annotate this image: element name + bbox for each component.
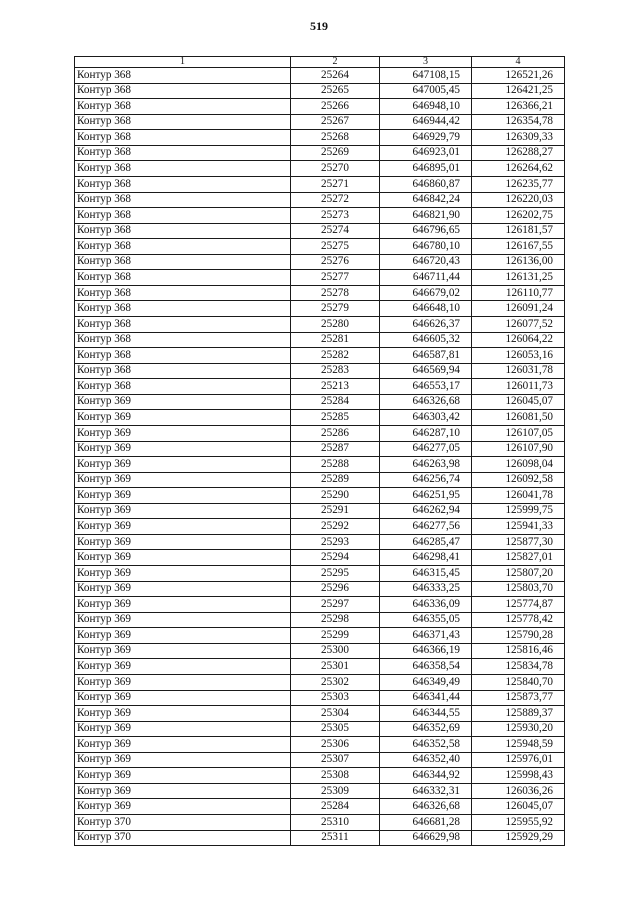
point-number-cell: 25311 (291, 830, 380, 846)
point-number-cell: 25293 (291, 534, 380, 550)
x-coordinate-cell: 646326,68 (380, 394, 472, 410)
table-row (75, 114, 565, 130)
contour-name-cell: Контур 368 (75, 145, 291, 161)
point-number-cell: 25273 (291, 208, 380, 224)
contour-name-cell: Контур 369 (75, 550, 291, 566)
header-col-3: 3 (380, 57, 472, 68)
point-number-cell: 25283 (291, 363, 380, 379)
point-number-cell: 25299 (291, 628, 380, 644)
point-number-cell: 25278 (291, 285, 380, 301)
contour-name-cell: Контур 370 (75, 830, 291, 846)
point-number-cell: 25294 (291, 550, 380, 566)
table-row (75, 410, 565, 426)
header-row (75, 57, 565, 68)
x-coordinate-cell: 646923,01 (380, 145, 472, 161)
table-row (75, 270, 565, 286)
y-coordinate-cell: 125889,37 (472, 706, 565, 722)
x-coordinate-cell: 646948,10 (380, 99, 472, 115)
header-col-1: 1 (75, 57, 291, 68)
point-number-cell: 25265 (291, 83, 380, 99)
x-coordinate-cell: 646821,90 (380, 208, 472, 224)
point-number-cell: 25268 (291, 130, 380, 146)
table-row (75, 68, 565, 84)
contour-name-cell: Контур 368 (75, 348, 291, 364)
x-coordinate-cell: 646371,43 (380, 628, 472, 644)
point-number-cell: 25277 (291, 270, 380, 286)
point-number-cell: 25276 (291, 254, 380, 270)
header-col-4: 4 (472, 57, 565, 68)
table-row (75, 830, 565, 846)
table-row (75, 176, 565, 192)
contour-name-cell: Контур 368 (75, 83, 291, 99)
point-number-cell: 25274 (291, 223, 380, 239)
y-coordinate-cell: 126110,77 (472, 285, 565, 301)
y-coordinate-cell: 125877,30 (472, 534, 565, 550)
y-coordinate-cell: 125948,59 (472, 737, 565, 753)
x-coordinate-cell: 646366,19 (380, 643, 472, 659)
y-coordinate-cell: 126220,03 (472, 192, 565, 208)
y-coordinate-cell: 125998,43 (472, 768, 565, 784)
contour-name-cell: Контур 369 (75, 457, 291, 473)
x-coordinate-cell: 646277,05 (380, 441, 472, 457)
y-coordinate-cell: 126041,78 (472, 488, 565, 504)
contour-name-cell: Контур 369 (75, 425, 291, 441)
contour-name-cell: Контур 369 (75, 472, 291, 488)
table-row (75, 161, 565, 177)
x-coordinate-cell: 646352,58 (380, 737, 472, 753)
table-row (75, 425, 565, 441)
table-row (75, 566, 565, 582)
point-number-cell: 25288 (291, 457, 380, 473)
y-coordinate-cell: 126053,16 (472, 348, 565, 364)
point-number-cell: 25292 (291, 519, 380, 535)
x-coordinate-cell: 646626,37 (380, 317, 472, 333)
contour-name-cell: Контур 369 (75, 737, 291, 753)
contour-name-cell: Контур 369 (75, 534, 291, 550)
y-coordinate-cell: 125873,77 (472, 690, 565, 706)
contour-name-cell: Контур 369 (75, 488, 291, 504)
table-row (75, 783, 565, 799)
table-row (75, 239, 565, 255)
contour-name-cell: Контур 369 (75, 706, 291, 722)
x-coordinate-cell: 646358,54 (380, 659, 472, 675)
y-coordinate-cell: 125976,01 (472, 752, 565, 768)
point-number-cell: 25282 (291, 348, 380, 364)
contour-name-cell: Контур 369 (75, 643, 291, 659)
table-row (75, 581, 565, 597)
point-number-cell: 25307 (291, 752, 380, 768)
table-row (75, 145, 565, 161)
contour-name-cell: Контур 369 (75, 768, 291, 784)
point-number-cell: 25271 (291, 176, 380, 192)
y-coordinate-cell: 126064,22 (472, 332, 565, 348)
y-coordinate-cell: 126107,90 (472, 441, 565, 457)
table-row (75, 768, 565, 784)
contour-name-cell: Контур 369 (75, 752, 291, 768)
y-coordinate-cell: 125955,92 (472, 815, 565, 831)
x-coordinate-cell: 647005,45 (380, 83, 472, 99)
table-row (75, 332, 565, 348)
table-row (75, 130, 565, 146)
contour-name-cell: Контур 369 (75, 628, 291, 644)
point-number-cell: 25310 (291, 815, 380, 831)
x-coordinate-cell: 646711,44 (380, 270, 472, 286)
x-coordinate-cell: 646629,98 (380, 830, 472, 846)
point-number-cell: 25308 (291, 768, 380, 784)
point-number-cell: 25279 (291, 301, 380, 317)
y-coordinate-cell: 125803,70 (472, 581, 565, 597)
point-number-cell: 25309 (291, 783, 380, 799)
table-row (75, 208, 565, 224)
contour-name-cell: Контур 368 (75, 254, 291, 270)
contour-name-cell: Контур 368 (75, 332, 291, 348)
table-row (75, 674, 565, 690)
table-row (75, 721, 565, 737)
contour-name-cell: Контур 369 (75, 410, 291, 426)
x-coordinate-cell: 646780,10 (380, 239, 472, 255)
y-coordinate-cell: 125816,46 (472, 643, 565, 659)
x-coordinate-cell: 646277,56 (380, 519, 472, 535)
table-row (75, 99, 565, 115)
y-coordinate-cell: 126081,50 (472, 410, 565, 426)
y-coordinate-cell: 126167,55 (472, 239, 565, 255)
table-row (75, 223, 565, 239)
contour-name-cell: Контур 368 (75, 363, 291, 379)
y-coordinate-cell: 126045,07 (472, 799, 565, 815)
contour-name-cell: Контур 368 (75, 239, 291, 255)
contour-name-cell: Контур 368 (75, 270, 291, 286)
y-coordinate-cell: 126202,75 (472, 208, 565, 224)
contour-name-cell: Контур 368 (75, 114, 291, 130)
table-row (75, 643, 565, 659)
contour-name-cell: Контур 369 (75, 612, 291, 628)
table-row (75, 706, 565, 722)
x-coordinate-cell: 646569,94 (380, 363, 472, 379)
point-number-cell: 25296 (291, 581, 380, 597)
table-row (75, 379, 565, 395)
x-coordinate-cell: 646681,28 (380, 815, 472, 831)
x-coordinate-cell: 646929,79 (380, 130, 472, 146)
contour-name-cell: Контур 369 (75, 503, 291, 519)
table-row (75, 192, 565, 208)
table-row (75, 534, 565, 550)
x-coordinate-cell: 646842,24 (380, 192, 472, 208)
y-coordinate-cell: 126354,78 (472, 114, 565, 130)
table-row (75, 363, 565, 379)
y-coordinate-cell: 126045,07 (472, 394, 565, 410)
point-number-cell: 25301 (291, 659, 380, 675)
x-coordinate-cell: 646262,94 (380, 503, 472, 519)
y-coordinate-cell: 126098,04 (472, 457, 565, 473)
point-number-cell: 25306 (291, 737, 380, 753)
y-coordinate-cell: 126091,24 (472, 301, 565, 317)
x-coordinate-cell: 646352,69 (380, 721, 472, 737)
point-number-cell: 25266 (291, 99, 380, 115)
y-coordinate-cell: 126264,62 (472, 161, 565, 177)
table-row (75, 815, 565, 831)
x-coordinate-cell: 646332,31 (380, 783, 472, 799)
y-coordinate-cell: 126131,25 (472, 270, 565, 286)
point-number-cell: 25290 (291, 488, 380, 504)
y-coordinate-cell: 126077,52 (472, 317, 565, 333)
contour-name-cell: Контур 369 (75, 659, 291, 675)
x-coordinate-cell: 646553,17 (380, 379, 472, 395)
contour-name-cell: Контур 369 (75, 581, 291, 597)
contour-name-cell: Контур 368 (75, 301, 291, 317)
x-coordinate-cell: 646326,68 (380, 799, 472, 815)
table-row (75, 659, 565, 675)
point-number-cell: 25272 (291, 192, 380, 208)
x-coordinate-cell: 646287,10 (380, 425, 472, 441)
contour-name-cell: Контур 369 (75, 441, 291, 457)
point-number-cell: 25280 (291, 317, 380, 333)
x-coordinate-cell: 646720,43 (380, 254, 472, 270)
table-row (75, 690, 565, 706)
contour-name-cell: Контур 369 (75, 674, 291, 690)
x-coordinate-cell: 646333,25 (380, 581, 472, 597)
point-number-cell: 25291 (291, 503, 380, 519)
contour-name-cell: Контур 369 (75, 721, 291, 737)
contour-name-cell: Контур 368 (75, 68, 291, 84)
x-coordinate-cell: 646303,42 (380, 410, 472, 426)
y-coordinate-cell: 126421,25 (472, 83, 565, 99)
contour-name-cell: Контур 369 (75, 519, 291, 535)
table-row (75, 503, 565, 519)
header-col-2: 2 (291, 57, 380, 68)
table-row (75, 628, 565, 644)
table-row (75, 317, 565, 333)
y-coordinate-cell: 126366,21 (472, 99, 565, 115)
table-row (75, 519, 565, 535)
point-number-cell: 25286 (291, 425, 380, 441)
table-row (75, 301, 565, 317)
y-coordinate-cell: 126309,33 (472, 130, 565, 146)
y-coordinate-cell: 126092,58 (472, 472, 565, 488)
y-coordinate-cell: 126288,27 (472, 145, 565, 161)
contour-name-cell: Контур 368 (75, 176, 291, 192)
point-number-cell: 25295 (291, 566, 380, 582)
table-row (75, 488, 565, 504)
x-coordinate-cell: 646679,02 (380, 285, 472, 301)
point-number-cell: 25213 (291, 379, 380, 395)
point-number-cell: 25304 (291, 706, 380, 722)
contour-name-cell: Контур 370 (75, 815, 291, 831)
contour-name-cell: Контур 368 (75, 317, 291, 333)
table-row (75, 348, 565, 364)
table-row (75, 394, 565, 410)
x-coordinate-cell: 646895,01 (380, 161, 472, 177)
contour-name-cell: Контур 368 (75, 192, 291, 208)
contour-name-cell: Контур 369 (75, 394, 291, 410)
y-coordinate-cell: 125930,20 (472, 721, 565, 737)
contour-name-cell: Контур 368 (75, 99, 291, 115)
page-number: 519 (310, 19, 328, 33)
point-number-cell: 25298 (291, 612, 380, 628)
contour-name-cell: Контур 368 (75, 285, 291, 301)
coordinates-table (74, 56, 565, 846)
x-coordinate-cell: 646944,42 (380, 114, 472, 130)
x-coordinate-cell: 646256,74 (380, 472, 472, 488)
y-coordinate-cell: 125790,28 (472, 628, 565, 644)
x-coordinate-cell: 646587,81 (380, 348, 472, 364)
point-number-cell: 25275 (291, 239, 380, 255)
y-coordinate-cell: 125834,78 (472, 659, 565, 675)
y-coordinate-cell: 126011,73 (472, 379, 565, 395)
table-row (75, 737, 565, 753)
point-number-cell: 25287 (291, 441, 380, 457)
table-row (75, 254, 565, 270)
table-body (75, 68, 565, 846)
y-coordinate-cell: 125840,70 (472, 674, 565, 690)
x-coordinate-cell: 646605,32 (380, 332, 472, 348)
table-row (75, 752, 565, 768)
point-number-cell: 25284 (291, 394, 380, 410)
point-number-cell: 25267 (291, 114, 380, 130)
table-row (75, 799, 565, 815)
point-number-cell: 25300 (291, 643, 380, 659)
point-number-cell: 25297 (291, 597, 380, 613)
x-coordinate-cell: 646355,05 (380, 612, 472, 628)
y-coordinate-cell: 126181,57 (472, 223, 565, 239)
table-row (75, 597, 565, 613)
x-coordinate-cell: 646349,49 (380, 674, 472, 690)
contour-name-cell: Контур 368 (75, 223, 291, 239)
x-coordinate-cell: 646315,45 (380, 566, 472, 582)
table-row (75, 472, 565, 488)
contour-name-cell: Контур 369 (75, 566, 291, 582)
x-coordinate-cell: 646285,47 (380, 534, 472, 550)
table-header (75, 57, 565, 68)
x-coordinate-cell: 647108,15 (380, 68, 472, 84)
y-coordinate-cell: 126521,26 (472, 68, 565, 84)
y-coordinate-cell: 125827,01 (472, 550, 565, 566)
y-coordinate-cell: 125999,75 (472, 503, 565, 519)
contour-name-cell: Контур 369 (75, 783, 291, 799)
y-coordinate-cell: 126031,78 (472, 363, 565, 379)
table-row (75, 441, 565, 457)
x-coordinate-cell: 646860,87 (380, 176, 472, 192)
point-number-cell: 25302 (291, 674, 380, 690)
y-coordinate-cell: 126036,26 (472, 783, 565, 799)
y-coordinate-cell: 126235,77 (472, 176, 565, 192)
table-row (75, 457, 565, 473)
y-coordinate-cell: 125807,20 (472, 566, 565, 582)
y-coordinate-cell: 125929,29 (472, 830, 565, 846)
x-coordinate-cell: 646251,95 (380, 488, 472, 504)
contour-name-cell: Контур 369 (75, 799, 291, 815)
contour-name-cell: Контур 368 (75, 161, 291, 177)
x-coordinate-cell: 646796,65 (380, 223, 472, 239)
x-coordinate-cell: 646336,09 (380, 597, 472, 613)
contour-name-cell: Контур 368 (75, 379, 291, 395)
contour-name-cell: Контур 369 (75, 690, 291, 706)
contour-name-cell: Контур 368 (75, 130, 291, 146)
x-coordinate-cell: 646341,44 (380, 690, 472, 706)
x-coordinate-cell: 646263,98 (380, 457, 472, 473)
table-row (75, 612, 565, 628)
x-coordinate-cell: 646352,40 (380, 752, 472, 768)
y-coordinate-cell: 125778,42 (472, 612, 565, 628)
point-number-cell: 25269 (291, 145, 380, 161)
y-coordinate-cell: 126136,00 (472, 254, 565, 270)
point-number-cell: 25305 (291, 721, 380, 737)
y-coordinate-cell: 125774,87 (472, 597, 565, 613)
y-coordinate-cell: 126107,05 (472, 425, 565, 441)
point-number-cell: 25264 (291, 68, 380, 84)
point-number-cell: 25289 (291, 472, 380, 488)
table-row (75, 550, 565, 566)
table-row (75, 83, 565, 99)
x-coordinate-cell: 646344,92 (380, 768, 472, 784)
point-number-cell: 25284 (291, 799, 380, 815)
y-coordinate-cell: 125941,33 (472, 519, 565, 535)
contour-name-cell: Контур 368 (75, 208, 291, 224)
x-coordinate-cell: 646344,55 (380, 706, 472, 722)
point-number-cell: 25285 (291, 410, 380, 426)
point-number-cell: 25303 (291, 690, 380, 706)
contour-name-cell: Контур 369 (75, 597, 291, 613)
x-coordinate-cell: 646298,41 (380, 550, 472, 566)
table-row (75, 285, 565, 301)
x-coordinate-cell: 646648,10 (380, 301, 472, 317)
point-number-cell: 25270 (291, 161, 380, 177)
point-number-cell: 25281 (291, 332, 380, 348)
